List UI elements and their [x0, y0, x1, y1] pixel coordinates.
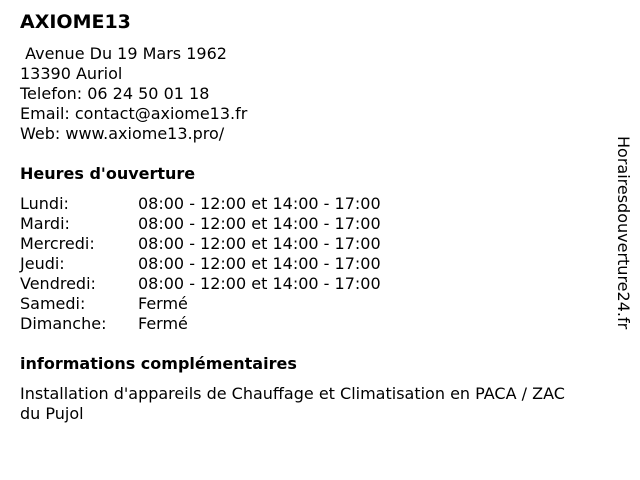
hours-heading: Heures d'ouverture — [20, 164, 196, 183]
day-times: 08:00 - 12:00 et 14:00 - 17:00 — [138, 194, 381, 213]
hours-row-mardi — [20, 214, 381, 234]
day-times: 08:00 - 12:00 et 14:00 - 17:00 — [138, 214, 381, 233]
day-times: Fermé — [138, 294, 188, 313]
website: Web: www.axiome13.pro/ — [20, 124, 225, 143]
day-label: Mardi: — [20, 214, 70, 233]
email-address: Email: contact@axiome13.fr — [20, 104, 248, 123]
day-times: Fermé — [138, 314, 188, 333]
watermark-text: Horairesdouverture24.fr — [614, 136, 633, 330]
day-times: 08:00 - 12:00 et 14:00 - 17:00 — [138, 254, 381, 273]
day-label: Jeudi: — [20, 254, 65, 273]
hours-row-jeudi — [20, 254, 381, 274]
site-watermark — [612, 136, 634, 374]
address-city: 13390 Auriol — [20, 64, 123, 83]
business-name: AXIOME13 — [20, 11, 131, 33]
hours-row-dimanche — [20, 314, 381, 334]
day-times: 08:00 - 12:00 et 14:00 - 17:00 — [138, 274, 381, 293]
opening-hours-table — [20, 194, 381, 334]
info-description: Installation d'appareils de Chauffage et Climatisation en PACA / ZAC du Pujol — [20, 384, 565, 423]
info-heading: informations complémentaires — [20, 354, 297, 373]
hours-row-samedi — [20, 294, 381, 314]
hours-row-mercredi — [20, 234, 381, 254]
hours-row-lundi — [20, 194, 381, 214]
day-times: 08:00 - 12:00 et 14:00 - 17:00 — [138, 234, 381, 253]
phone-number: Telefon: 06 24 50 01 18 — [20, 84, 210, 103]
day-label: Samedi: — [20, 294, 86, 313]
contact-block — [20, 44, 247, 144]
day-label: Vendredi: — [20, 274, 96, 293]
address-street: Avenue Du 19 Mars 1962 — [20, 44, 227, 63]
day-label: Lundi: — [20, 194, 69, 213]
day-label: Mercredi: — [20, 234, 95, 253]
hours-row-vendredi — [20, 274, 381, 294]
day-label: Dimanche: — [20, 314, 107, 333]
